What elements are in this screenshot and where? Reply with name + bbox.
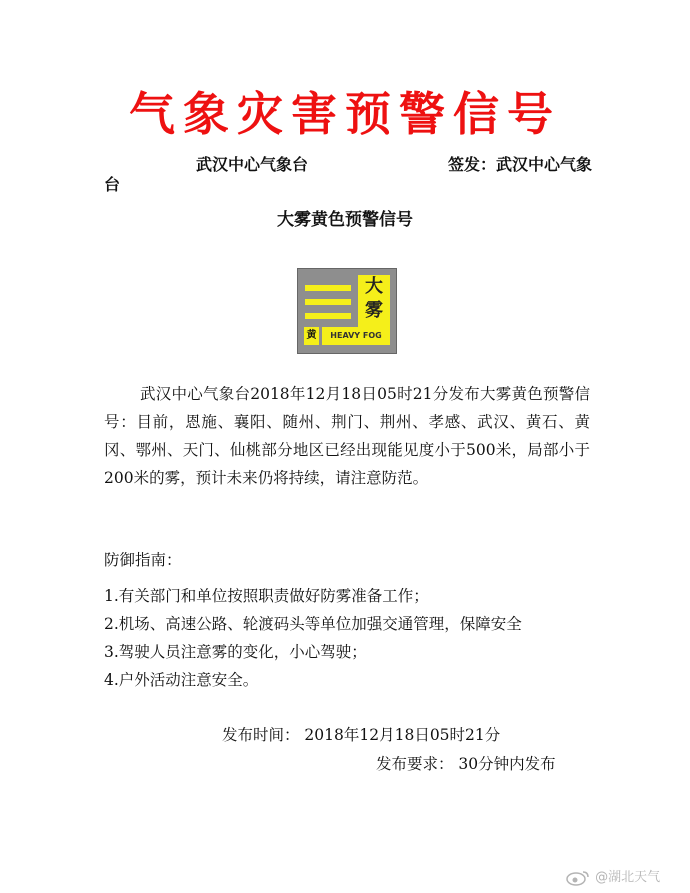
issuer-wrap: 台 bbox=[104, 175, 121, 194]
signed-by: 签发：武汉中心气象 bbox=[448, 155, 593, 174]
weibo-icon bbox=[565, 870, 591, 886]
guide-item: 4.户外活动注意安全。 bbox=[104, 671, 259, 689]
guide-heading: 防御指南： bbox=[104, 551, 182, 569]
issuer-name: 武汉中心气象台 bbox=[196, 155, 309, 174]
guide-item: 3.驾驶人员注意雾的变化，小心驾驶； bbox=[104, 643, 367, 661]
watermark-text: @湖北天气 bbox=[595, 870, 661, 885]
guide-item: 2.机场、高速公路、轮渡码头等单位加强交通管理，保障安全 bbox=[104, 615, 522, 633]
weibo-watermark bbox=[565, 866, 660, 886]
icon-english-label: HEAVY FOG bbox=[322, 327, 390, 345]
issue-requirement: 发布要求： 30分钟内发布 bbox=[376, 755, 556, 773]
guide-item: 1.有关部门和单位按照职责做好防雾准备工作； bbox=[104, 587, 429, 605]
guide-list bbox=[104, 582, 594, 694]
warning-body: 武汉中心气象台2018年12月18日05时21分发布大雾黄色预警信号：目前，恩施、襄阳、随州、荆门、荆州、孝感、武汉、黄石、黄冈、鄂州、天门、仙桃部分地区已经出现能见度小于500米，局部小于200米的雾，预计未来仍将持续，请注意防范。 bbox=[104, 385, 590, 487]
icon-characters: 大雾 bbox=[358, 275, 390, 327]
fog-bars-icon bbox=[305, 277, 351, 325]
signal-name: 大雾黄色预警信号 bbox=[277, 210, 413, 230]
icon-level-tag: 黄 bbox=[304, 327, 319, 345]
issue-time: 发布时间： 2018年12月18日05时21分 bbox=[222, 726, 501, 744]
page-title: 气象灾害预警信号 bbox=[129, 87, 561, 141]
fog-warning-icon bbox=[297, 268, 397, 354]
